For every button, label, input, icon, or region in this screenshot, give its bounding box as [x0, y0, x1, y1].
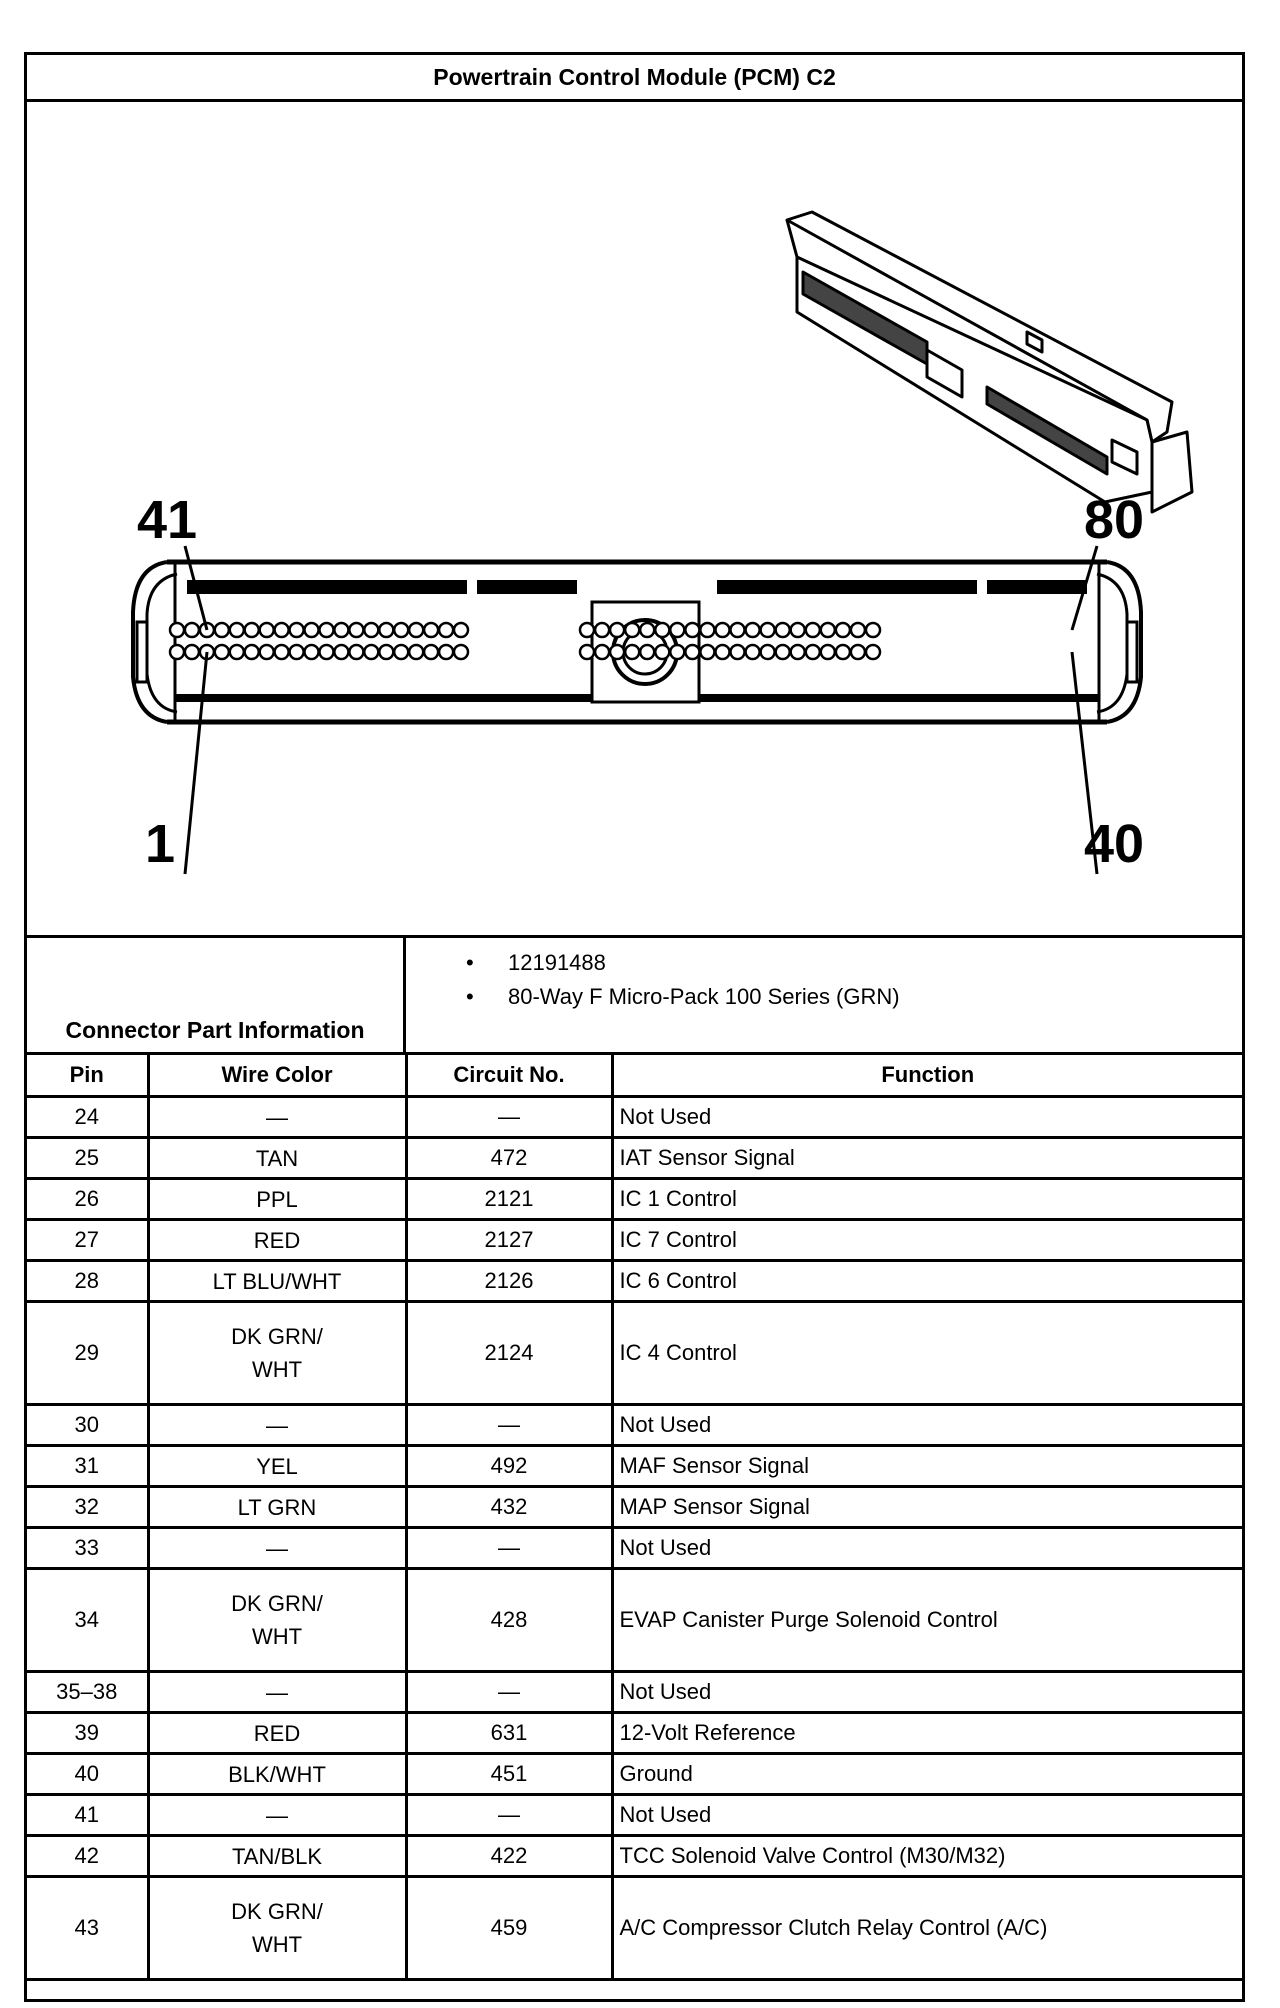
- table-row: [27, 1713, 1242, 1754]
- pin-cell: 34: [27, 1569, 148, 1672]
- pin-hole: [670, 623, 684, 637]
- table-row: [27, 1528, 1242, 1569]
- pin-hole: [379, 645, 393, 659]
- pin-hole: [185, 645, 199, 659]
- header-pin: Pin: [27, 1055, 148, 1097]
- table-row: [27, 1261, 1242, 1302]
- pin-hole: [610, 623, 624, 637]
- table-row: [27, 1754, 1242, 1795]
- connector-description: • 80-Way F Micro-Pack 100 Series (GRN): [466, 980, 1242, 1014]
- pin-hole: [170, 645, 184, 659]
- pin-hole: [806, 623, 820, 637]
- pin-hole: [610, 645, 624, 659]
- pin-hole: [245, 645, 259, 659]
- wire-color-text: RED: [253, 1720, 301, 1746]
- pin-hole: [260, 645, 274, 659]
- pin-hole: [700, 623, 714, 637]
- connector-part-info-list: [406, 938, 1242, 1052]
- table-row: [27, 1836, 1242, 1877]
- wire-color-text: WHT: [251, 1624, 303, 1649]
- pin-hole: [170, 623, 184, 637]
- function-cell: Not Used: [612, 1528, 1242, 1569]
- circuit-cell: 2126: [406, 1261, 612, 1302]
- pin-cell: 25: [27, 1138, 148, 1179]
- pin-cell: 39: [27, 1713, 148, 1754]
- function-cell: IC 6 Control: [612, 1261, 1242, 1302]
- pin-hole: [394, 645, 408, 659]
- pin-hole: [215, 645, 229, 659]
- circuit-cell: 2124: [406, 1302, 612, 1405]
- circuit-cell: —: [406, 1097, 612, 1138]
- wire-color-cell: [148, 1138, 406, 1179]
- pin-hole: [821, 623, 835, 637]
- wire-color-cell: [148, 1179, 406, 1220]
- pin-hole: [454, 645, 468, 659]
- pin-cell: 26: [27, 1179, 148, 1220]
- pin-cell: 42: [27, 1836, 148, 1877]
- pin-hole: [320, 623, 334, 637]
- wire-color-cell: [148, 1220, 406, 1261]
- wire-color-text: BLK/WHT: [228, 1761, 326, 1787]
- pin-hole: [454, 623, 468, 637]
- pin-hole: [685, 645, 699, 659]
- wire-color-cell: [148, 1405, 406, 1446]
- pin-hole: [439, 623, 453, 637]
- pin-hole: [866, 645, 880, 659]
- pin-hole: [731, 645, 745, 659]
- pin-hole: [424, 645, 438, 659]
- wire-color-text: DK GRN/: [231, 1591, 323, 1616]
- pin-hole: [230, 645, 244, 659]
- connector-sheet: [24, 52, 1245, 2002]
- pin-hole: [595, 623, 609, 637]
- pin-hole: [580, 645, 594, 659]
- table-row: [27, 1179, 1242, 1220]
- pin-hole: [655, 645, 669, 659]
- pin-hole: [746, 623, 760, 637]
- pin-hole: [230, 623, 244, 637]
- pin-label-1: 1: [144, 814, 176, 874]
- wire-color-text: —: [266, 1104, 288, 1130]
- pin-cell: 27: [27, 1220, 148, 1261]
- pin-cell: 24: [27, 1097, 148, 1138]
- function-cell: Not Used: [612, 1405, 1242, 1446]
- table-row: [27, 1097, 1242, 1138]
- table-row: [27, 1220, 1242, 1261]
- pin-label-40: 40: [1083, 814, 1145, 874]
- table-row: [27, 1138, 1242, 1179]
- pin-hole: [746, 645, 760, 659]
- connector-part-info-label: Connector Part Information: [27, 938, 406, 1052]
- pin-hole: [305, 645, 319, 659]
- wire-color-cell: [148, 1877, 406, 1980]
- pin-hole: [394, 623, 408, 637]
- pin-cell: 35–38: [27, 1672, 148, 1713]
- pin-hole: [761, 645, 775, 659]
- circuit-cell: 472: [406, 1138, 612, 1179]
- pin-hole: [731, 623, 745, 637]
- pin-hole: [791, 645, 805, 659]
- pin-hole: [791, 623, 805, 637]
- wire-color-cell: [148, 1302, 406, 1405]
- pin-hole: [409, 645, 423, 659]
- pin-hole: [364, 645, 378, 659]
- pin-hole: [334, 645, 348, 659]
- pin-hole: [716, 645, 730, 659]
- table-row: [27, 1405, 1242, 1446]
- table-row: [27, 1795, 1242, 1836]
- function-cell: MAP Sensor Signal: [612, 1487, 1242, 1528]
- pin-hole: [439, 645, 453, 659]
- table-row: [27, 1487, 1242, 1528]
- circuit-cell: 432: [406, 1487, 612, 1528]
- wire-color-cell: [148, 1713, 406, 1754]
- pin-label-41: 41: [136, 490, 198, 550]
- circuit-cell: —: [406, 1528, 612, 1569]
- pin-hole: [670, 645, 684, 659]
- wire-color-cell: [148, 1754, 406, 1795]
- function-cell: Not Used: [612, 1672, 1242, 1713]
- circuit-cell: —: [406, 1795, 612, 1836]
- wire-color-text: DK GRN/: [231, 1324, 323, 1349]
- wire-color-cell: [148, 1261, 406, 1302]
- pin-hole: [334, 623, 348, 637]
- wire-color-text: —: [266, 1802, 288, 1828]
- function-cell: EVAP Canister Purge Solenoid Control: [612, 1569, 1242, 1672]
- circuit-cell: 2127: [406, 1220, 612, 1261]
- pin-hole: [761, 623, 775, 637]
- pin-table-body: [27, 1097, 1242, 1980]
- pin-hole: [836, 623, 850, 637]
- wire-color-cell: [148, 1446, 406, 1487]
- pin-hole: [625, 623, 639, 637]
- pin-hole: [275, 645, 289, 659]
- pin-cell: 31: [27, 1446, 148, 1487]
- pin-cell: 29: [27, 1302, 148, 1405]
- pin-hole: [215, 623, 229, 637]
- pin-hole: [245, 623, 259, 637]
- table-row: [27, 1877, 1242, 1980]
- pin-cell: 41: [27, 1795, 148, 1836]
- wire-color-text: TAN: [255, 1145, 299, 1171]
- pin-hole: [640, 623, 654, 637]
- header-circuit-no: Circuit No.: [406, 1055, 612, 1097]
- circuit-cell: 2121: [406, 1179, 612, 1220]
- pin-hole: [349, 623, 363, 637]
- part-number: • 12191488: [466, 946, 1242, 980]
- pin-hole: [716, 623, 730, 637]
- function-cell: 12-Volt Reference: [612, 1713, 1242, 1754]
- connector-diagram: [27, 102, 1242, 938]
- pin-hole: [185, 623, 199, 637]
- circuit-cell: —: [406, 1405, 612, 1446]
- pin-hole: [851, 645, 865, 659]
- pin-hole: [379, 623, 393, 637]
- wire-color-cell: [148, 1097, 406, 1138]
- wire-color-text: —: [266, 1412, 288, 1438]
- pin-cell: 30: [27, 1405, 148, 1446]
- wire-color-text: WHT: [251, 1357, 303, 1382]
- wire-color-cell: [148, 1672, 406, 1713]
- pin-hole: [685, 623, 699, 637]
- pin-leader-lines: [185, 546, 1097, 874]
- wire-color-text: TAN/BLK: [231, 1843, 323, 1869]
- pin-cell: 40: [27, 1754, 148, 1795]
- function-cell: Ground: [612, 1754, 1242, 1795]
- pin-hole: [290, 645, 304, 659]
- function-cell: A/C Compressor Clutch Relay Control (A/C): [612, 1877, 1242, 1980]
- pin-hole: [625, 645, 639, 659]
- function-cell: TCC Solenoid Valve Control (M30/M32): [612, 1836, 1242, 1877]
- wire-color-cell: [148, 1795, 406, 1836]
- circuit-cell: 428: [406, 1569, 612, 1672]
- pin-hole: [424, 623, 438, 637]
- circuit-cell: 631: [406, 1713, 612, 1754]
- pin-hole: [640, 645, 654, 659]
- pin-hole: [655, 623, 669, 637]
- function-cell: IAT Sensor Signal: [612, 1138, 1242, 1179]
- pin-cell: 33: [27, 1528, 148, 1569]
- pin-table: [27, 1055, 1242, 1981]
- table-row: [27, 1446, 1242, 1487]
- wire-color-text: RED: [253, 1227, 301, 1253]
- function-cell: Not Used: [612, 1097, 1242, 1138]
- pin-hole: [349, 645, 363, 659]
- table-row: [27, 1569, 1242, 1672]
- header-wire-color: Wire Color: [148, 1055, 406, 1097]
- pin-hole: [776, 623, 790, 637]
- wire-color-text: LT BLU/WHT: [212, 1268, 342, 1294]
- circuit-cell: 459: [406, 1877, 612, 1980]
- pin-hole: [580, 623, 594, 637]
- circuit-cell: —: [406, 1672, 612, 1713]
- wire-color-text: WHT: [251, 1932, 303, 1957]
- circuit-cell: 451: [406, 1754, 612, 1795]
- wire-color-text: —: [266, 1535, 288, 1561]
- pin-hole: [290, 623, 304, 637]
- wire-color-cell: [148, 1569, 406, 1672]
- wire-color-cell: [148, 1487, 406, 1528]
- pin-hole: [836, 645, 850, 659]
- pin-hole: [260, 623, 274, 637]
- pin-cell: 32: [27, 1487, 148, 1528]
- pin-hole: [866, 623, 880, 637]
- wire-color-text: YEL: [256, 1453, 298, 1479]
- wire-color-text: —: [266, 1679, 288, 1705]
- function-cell: IC 1 Control: [612, 1179, 1242, 1220]
- pin-table-header: [27, 1055, 1242, 1097]
- pin-hole: [275, 623, 289, 637]
- function-cell: IC 7 Control: [612, 1220, 1242, 1261]
- pin-cell: 43: [27, 1877, 148, 1980]
- pin-label-80: 80: [1083, 490, 1145, 550]
- pin-hole: [806, 645, 820, 659]
- table-row: [27, 1302, 1242, 1405]
- wire-color-cell: [148, 1528, 406, 1569]
- pin-hole: [821, 645, 835, 659]
- circuit-cell: 422: [406, 1836, 612, 1877]
- pin-hole: [409, 623, 423, 637]
- circuit-cell: 492: [406, 1446, 612, 1487]
- wire-color-text: PPL: [256, 1186, 298, 1212]
- header-function: Function: [612, 1055, 1242, 1097]
- table-row: [27, 1672, 1242, 1713]
- pin-holes: [170, 623, 880, 659]
- wire-color-text: DK GRN/: [231, 1899, 323, 1924]
- connector-drawing: [27, 102, 1242, 935]
- pin-hole: [700, 645, 714, 659]
- function-cell: IC 4 Control: [612, 1302, 1242, 1405]
- pin-cell: 28: [27, 1261, 148, 1302]
- function-cell: MAF Sensor Signal: [612, 1446, 1242, 1487]
- pin-hole: [851, 623, 865, 637]
- pin-hole: [364, 623, 378, 637]
- connector-3d-illustration: [787, 212, 1192, 512]
- pin-hole: [305, 623, 319, 637]
- pin-hole: [595, 645, 609, 659]
- page-title: Powertrain Control Module (PCM) C2: [27, 55, 1242, 102]
- pin-hole: [776, 645, 790, 659]
- function-cell: Not Used: [612, 1795, 1242, 1836]
- wire-color-cell: [148, 1836, 406, 1877]
- connector-part-info: [27, 938, 1242, 1055]
- pin-hole: [320, 645, 334, 659]
- wire-color-text: LT GRN: [237, 1494, 317, 1520]
